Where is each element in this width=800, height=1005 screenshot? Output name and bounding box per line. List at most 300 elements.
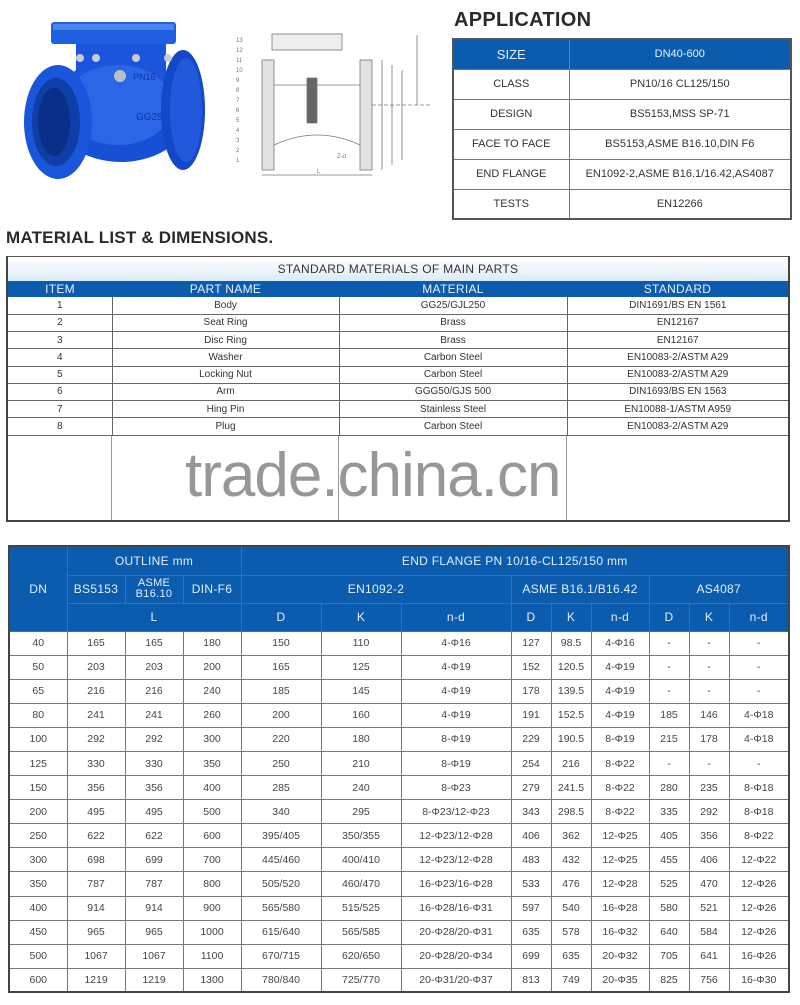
callout-7: 7 [236,98,240,104]
dim-cell-en1092-nd: 8-Φ19 [401,727,511,751]
material-cell-standard: DIN1693/BS EN 1563 [567,383,788,400]
dimensions-row [9,703,789,727]
header-l: L [67,603,241,631]
material-cell-part-name: Body [112,297,339,314]
dim-cell-asme-k: 190.5 [551,727,591,751]
dim-cell-din-f6-l: 350 [183,751,241,775]
material-cell-standard: EN10088-1/ASTM A959 [567,401,788,418]
application-row-end-flange [453,159,791,189]
dim-cell-bs5153-l: 203 [67,655,125,679]
material-cell-material: Carbon Steel [339,418,567,435]
dimensions-row [9,944,789,968]
dim-cell-asme-nd: 4-Φ19 [591,703,649,727]
dim-cell-as4087-nd: - [729,655,789,679]
dim-cell-asme-k: 120.5 [551,655,591,679]
dim-cell-en1092-k: 350/355 [321,824,401,848]
header-bs5153: BS5153 [67,575,125,603]
dim-cell-as4087-d: 705 [649,944,689,968]
dim-cell-en1092-d: 565/580 [241,896,321,920]
dim-cell-as4087-k: - [689,679,729,703]
dim-cell-as4087-nd: 16-Φ30 [729,968,789,992]
header-asme-k: K [551,603,591,631]
dimensions-table [8,545,790,993]
dim-cell-asme-k: 578 [551,920,591,944]
dim-cell-as4087-k: 641 [689,944,729,968]
dim-cell-asme-nd: 8-Φ22 [591,751,649,775]
dim-cell-asme-k: 241.5 [551,776,591,800]
material-row [8,383,788,400]
material-cell-material: Carbon Steel [339,349,567,366]
dim-cell-en1092-nd: 20-Φ28/20-Φ34 [401,944,511,968]
material-row [8,314,788,331]
dim-cell-asme-nd: 4-Φ16 [591,631,649,655]
dim-cell-as4087-d: 405 [649,824,689,848]
dim-cell-en1092-nd: 16-Φ23/16-Φ28 [401,872,511,896]
material-cell-item-number: 2 [8,314,112,331]
header-asme-b1610 [125,575,183,603]
dim-cell-asme-b1610-l: 965 [125,920,183,944]
application-key: DESIGN [453,99,569,129]
dim-cell-din-f6-l: 400 [183,776,241,800]
callout-8: 8 [236,88,240,94]
dim-cell-as4087-d: 280 [649,776,689,800]
dim-cell-en1092-nd: 8-Φ23 [401,776,511,800]
dim-cell-as4087-nd: 8-Φ22 [729,824,789,848]
dim-cell-en1092-nd: 16-Φ28/16-Φ31 [401,896,511,920]
material-section-title: MATERIAL LIST & DIMENSIONS. [6,228,274,247]
header-outline: OUTLINE mm [67,546,241,575]
dim-cell-din-f6-l: 1300 [183,968,241,992]
dim-cell-dn: 65 [9,679,67,703]
dim-cell-asme-k: 98.5 [551,631,591,655]
material-cell-part-name: Seat Ring [112,314,339,331]
dim-cell-en1092-k: 160 [321,703,401,727]
material-cell-item-number: 3 [8,332,112,349]
application-value: PN10/16 CL125/150 [569,69,791,99]
material-row [8,332,788,349]
dim-cell-en1092-nd: 4-Φ19 [401,703,511,727]
dim-cell-bs5153-l: 165 [67,631,125,655]
dim-cell-dn: 400 [9,896,67,920]
application-key: END FLANGE [453,159,569,189]
dim-cell-as4087-k: 584 [689,920,729,944]
dim-cell-dn: 350 [9,872,67,896]
dimensions-header-row-3 [9,603,789,631]
header-part-name: PART NAME [112,281,339,297]
callout-11: 11 [236,58,243,64]
header-din-f6: DIN-F6 [183,575,241,603]
application-key: TESTS [453,189,569,219]
dim-cell-asme-b1610-l: 356 [125,776,183,800]
dim-cell-bs5153-l: 356 [67,776,125,800]
dim-cell-asme-d: 483 [511,848,551,872]
material-header-row [8,281,788,297]
dim-cell-en1092-d: 200 [241,703,321,727]
dim-cell-dn: 450 [9,920,67,944]
dim-cell-en1092-k: 295 [321,800,401,824]
dim-cell-bs5153-l: 1219 [67,968,125,992]
callout-12: 12 [236,48,243,54]
material-cell-item-number: 4 [8,349,112,366]
dim-cell-asme-k: 749 [551,968,591,992]
dim-cell-bs5153-l: 1067 [67,944,125,968]
dim-cell-en1092-nd: 4-Φ19 [401,679,511,703]
dim-cell-as4087-k: 178 [689,727,729,751]
dim-cell-asme-b1610-l: 787 [125,872,183,896]
dim-cell-asme-b1610-l: 495 [125,800,183,824]
material-cell-part-name: Plug [112,418,339,435]
dim-cell-din-f6-l: 600 [183,824,241,848]
dim-cell-as4087-k: - [689,631,729,655]
header-as-d: D [649,603,689,631]
callout-10: 10 [236,68,243,74]
dim-cell-as4087-nd: 16-Φ26 [729,944,789,968]
dim-zd: Z-d [337,154,346,160]
dim-cell-din-f6-l: 1100 [183,944,241,968]
dim-cell-dn: 600 [9,968,67,992]
material-cell-part-name: Arm [112,383,339,400]
dimensions-row [9,631,789,655]
dim-cell-as4087-k: 406 [689,848,729,872]
dim-cell-dn: 500 [9,944,67,968]
dim-cell-asme-d: 279 [511,776,551,800]
dim-cell-en1092-k: 725/770 [321,968,401,992]
dim-cell-din-f6-l: 500 [183,800,241,824]
material-cell-item-number: 7 [8,401,112,418]
dim-cell-bs5153-l: 965 [67,920,125,944]
material-row [8,418,788,435]
dim-cell-dn: 300 [9,848,67,872]
dim-cell-as4087-nd: 4-Φ18 [729,727,789,751]
dim-cell-as4087-d: 825 [649,968,689,992]
dim-cell-asme-nd: 8-Φ22 [591,800,649,824]
dim-cell-en1092-k: 240 [321,776,401,800]
callout-2: 2 [236,148,240,154]
dimensions-row [9,824,789,848]
header-dn: DN [9,546,67,631]
dim-cell-en1092-d: 220 [241,727,321,751]
dim-cell-en1092-d: 505/520 [241,872,321,896]
dim-cell-asme-nd: 8-Φ19 [591,727,649,751]
dim-cell-en1092-k: 460/470 [321,872,401,896]
header-en-nd: n-d [401,603,511,631]
header-asme-nd: n-d [591,603,649,631]
dimensions-header-row-1 [9,546,789,575]
dim-cell-dn: 40 [9,631,67,655]
dim-cell-asme-nd: 12-Φ25 [591,824,649,848]
dim-cell-asme-d: 191 [511,703,551,727]
dimensions-row [9,920,789,944]
dim-cell-dn: 125 [9,751,67,775]
dim-cell-asme-nd: 16-Φ32 [591,920,649,944]
callout-4: 4 [236,128,240,134]
callout-13: 13 [236,38,243,44]
dim-cell-en1092-k: 125 [321,655,401,679]
dimensions-row [9,800,789,824]
material-cell-standard: EN12167 [567,314,788,331]
dim-cell-asme-k: 432 [551,848,591,872]
material-table [8,281,788,436]
application-value: EN12266 [569,189,791,219]
header-asme-line2: B16.10 [135,588,173,600]
dim-cell-asme-k: 216 [551,751,591,775]
dimensions-header-row-2 [9,575,789,603]
material-cell-item-number: 5 [8,366,112,383]
header-en-k: K [321,603,401,631]
dim-cell-din-f6-l: 260 [183,703,241,727]
dim-cell-asme-b1610-l: 622 [125,824,183,848]
dim-cell-bs5153-l: 787 [67,872,125,896]
dim-cell-bs5153-l: 622 [67,824,125,848]
header-standard: STANDARD [567,281,788,297]
dim-cell-en1092-d: 185 [241,679,321,703]
dim-cell-as4087-k: 521 [689,896,729,920]
dim-cell-asme-b1610-l: 216 [125,679,183,703]
dim-cell-en1092-k: 180 [321,727,401,751]
dim-cell-as4087-d: 455 [649,848,689,872]
dim-cell-en1092-d: 615/640 [241,920,321,944]
dim-cell-asme-b1610-l: 330 [125,751,183,775]
dim-cell-en1092-k: 620/650 [321,944,401,968]
dim-cell-asme-k: 476 [551,872,591,896]
dim-cell-din-f6-l: 200 [183,655,241,679]
dim-cell-en1092-d: 780/840 [241,968,321,992]
application-value: BS5153,MSS SP-71 [569,99,791,129]
dim-cell-asme-b1610-l: 292 [125,727,183,751]
dim-cell-as4087-d: - [649,679,689,703]
dim-cell-asme-k: 152.5 [551,703,591,727]
material-cell-part-name: Hing Pin [112,401,339,418]
dim-cell-asme-nd: 20-Φ35 [591,968,649,992]
dim-cell-en1092-nd: 8-Φ23/12-Φ23 [401,800,511,824]
dim-cell-en1092-d: 165 [241,655,321,679]
dimensions-row [9,848,789,872]
material-cell-material: Carbon Steel [339,366,567,383]
material-cell-standard: EN10083-2/ASTM A29 [567,366,788,383]
material-row [8,349,788,366]
dim-cell-as4087-nd: 12-Φ22 [729,848,789,872]
application-table [452,38,792,220]
header-asme-b161: ASME B16.1/B16.42 [511,575,649,603]
valve-photo [18,10,218,180]
application-value: EN1092-2,ASME B16.1/16.42,AS4087 [569,159,791,189]
dim-cell-en1092-d: 285 [241,776,321,800]
dim-cell-en1092-nd: 8-Φ19 [401,751,511,775]
application-row-face-to-face [453,129,791,159]
application-row-tests [453,189,791,219]
application-key: CLASS [453,69,569,99]
application-value: BS5153,ASME B16.10,DIN F6 [569,129,791,159]
dim-cell-as4087-d: 525 [649,872,689,896]
dim-cell-as4087-d: 185 [649,703,689,727]
material-row [8,366,788,383]
dim-cell-asme-k: 298.5 [551,800,591,824]
callout-5: 5 [236,118,240,124]
dim-cell-as4087-nd: - [729,679,789,703]
dim-cell-asme-d: 406 [511,824,551,848]
dim-cell-asme-k: 362 [551,824,591,848]
dim-cell-dn: 50 [9,655,67,679]
dim-cell-en1092-d: 250 [241,751,321,775]
dim-cell-en1092-nd: 20-Φ31/20-Φ37 [401,968,511,992]
watermark-text: trade.china.cn [185,441,561,510]
dim-cell-as4087-nd: 12-Φ26 [729,872,789,896]
dim-cell-en1092-d: 670/715 [241,944,321,968]
dim-cell-as4087-nd: 12-Φ26 [729,896,789,920]
dim-cell-as4087-k: 756 [689,968,729,992]
dim-cell-din-f6-l: 900 [183,896,241,920]
dim-cell-asme-k: 635 [551,944,591,968]
dim-cell-asme-b1610-l: 241 [125,703,183,727]
header-asme-d: D [511,603,551,631]
dim-cell-asme-k: 540 [551,896,591,920]
dim-cell-en1092-k: 515/525 [321,896,401,920]
dim-cell-en1092-k: 110 [321,631,401,655]
dim-cell-as4087-nd: - [729,751,789,775]
dim-cell-asme-d: 343 [511,800,551,824]
dimensions-row [9,896,789,920]
material-cell-standard: EN10083-2/ASTM A29 [567,349,788,366]
header-as4087: AS4087 [649,575,789,603]
header-asme-line1: ASME [137,577,171,589]
dim-cell-en1092-d: 340 [241,800,321,824]
dim-cell-as4087-nd: 8-Φ18 [729,776,789,800]
application-value: DN40-600 [569,39,791,69]
dim-cell-asme-d: 127 [511,631,551,655]
callout-9: 9 [236,78,240,84]
dim-cell-en1092-nd: 4-Φ19 [401,655,511,679]
dimensions-row [9,655,789,679]
material-table-banner: STANDARD MATERIALS OF MAIN PARTS [8,257,788,281]
dim-cell-as4087-k: - [689,751,729,775]
dim-cell-as4087-d: - [649,751,689,775]
dim-cell-as4087-k: 292 [689,800,729,824]
dimensions-row [9,679,789,703]
callout-1: 1 [236,158,240,164]
material-cell-item-number: 8 [8,418,112,435]
application-row-design [453,99,791,129]
dim-cell-dn: 80 [9,703,67,727]
callout-6: 6 [236,108,240,114]
dim-cell-asme-nd: 4-Φ19 [591,655,649,679]
dim-cell-din-f6-l: 1000 [183,920,241,944]
header-item: ITEM [8,281,112,297]
dimensions-row [9,968,789,992]
callout-3: 3 [236,138,240,144]
dim-cell-din-f6-l: 300 [183,727,241,751]
dim-cell-asme-nd: 4-Φ19 [591,679,649,703]
material-cell-material: GG25/GJL250 [339,297,567,314]
dim-l: L [317,169,321,175]
material-row [8,297,788,314]
dim-cell-as4087-k: 146 [689,703,729,727]
dim-cell-asme-b1610-l: 165 [125,631,183,655]
material-cell-part-name: Disc Ring [112,332,339,349]
material-cell-material: Stainless Steel [339,401,567,418]
dim-cell-as4087-k: 356 [689,824,729,848]
dim-cell-asme-b1610-l: 1067 [125,944,183,968]
dim-cell-as4087-d: - [649,631,689,655]
dim-cell-asme-b1610-l: 203 [125,655,183,679]
header-as-nd: n-d [729,603,789,631]
dim-cell-din-f6-l: 800 [183,872,241,896]
dimensions-row [9,727,789,751]
material-cell-standard: EN12167 [567,332,788,349]
dim-cell-bs5153-l: 495 [67,800,125,824]
dimensions-row [9,751,789,775]
dim-cell-asme-nd: 8-Φ22 [591,776,649,800]
dim-cell-asme-d: 178 [511,679,551,703]
material-cell-standard: DIN1691/BS EN 1561 [567,297,788,314]
application-row-class [453,69,791,99]
material-cell-material: Brass [339,314,567,331]
dim-cell-en1092-d: 445/460 [241,848,321,872]
dim-cell-en1092-nd: 4-Φ16 [401,631,511,655]
material-cell-item-number: 1 [8,297,112,314]
dim-cell-en1092-nd: 12-Φ23/12-Φ28 [401,848,511,872]
dim-cell-en1092-d: 395/405 [241,824,321,848]
dim-cell-as4087-nd: 4-Φ18 [729,703,789,727]
sectional-drawing [232,30,447,180]
dim-cell-as4087-nd: 12-Φ26 [729,920,789,944]
dim-cell-as4087-d: 640 [649,920,689,944]
dim-cell-as4087-d: 335 [649,800,689,824]
dim-cell-en1092-k: 145 [321,679,401,703]
dim-cell-dn: 100 [9,727,67,751]
dim-cell-asme-d: 229 [511,727,551,751]
dim-cell-as4087-d: 215 [649,727,689,751]
material-cell-material: Brass [339,332,567,349]
dim-cell-asme-nd: 12-Φ25 [591,848,649,872]
photo-marking-gg25: GG25 [136,112,163,123]
dim-cell-asme-d: 699 [511,944,551,968]
header-material: MATERIAL [339,281,567,297]
dim-cell-bs5153-l: 241 [67,703,125,727]
material-cell-material: GGG50/GJS 500 [339,383,567,400]
dim-cell-bs5153-l: 330 [67,751,125,775]
dim-cell-asme-d: 597 [511,896,551,920]
header-as-k: K [689,603,729,631]
dim-cell-asme-d: 152 [511,655,551,679]
dim-cell-asme-d: 254 [511,751,551,775]
dim-cell-asme-nd: 20-Φ32 [591,944,649,968]
dim-cell-asme-d: 533 [511,872,551,896]
dim-cell-asme-b1610-l: 914 [125,896,183,920]
header-en1092: EN1092-2 [241,575,511,603]
application-row-size [453,39,791,69]
dim-cell-asme-nd: 16-Φ28 [591,896,649,920]
dim-cell-bs5153-l: 698 [67,848,125,872]
header-en-d: D [241,603,321,631]
dim-cell-as4087-nd: 8-Φ18 [729,800,789,824]
dim-cell-en1092-k: 565/585 [321,920,401,944]
dim-cell-bs5153-l: 914 [67,896,125,920]
dim-cell-en1092-d: 150 [241,631,321,655]
dim-cell-din-f6-l: 700 [183,848,241,872]
header-end-flange: END FLANGE PN 10/16-CL125/150 mm [241,546,789,575]
material-row [8,401,788,418]
application-key: SIZE [453,39,569,69]
dim-cell-en1092-k: 400/410 [321,848,401,872]
dim-cell-as4087-d: 580 [649,896,689,920]
dim-cell-bs5153-l: 292 [67,727,125,751]
dim-cell-asme-d: 635 [511,920,551,944]
dim-cell-bs5153-l: 216 [67,679,125,703]
photo-marking-pn16: PN16 [133,72,156,82]
dim-cell-dn: 200 [9,800,67,824]
dimensions-row [9,776,789,800]
dim-cell-asme-d: 813 [511,968,551,992]
